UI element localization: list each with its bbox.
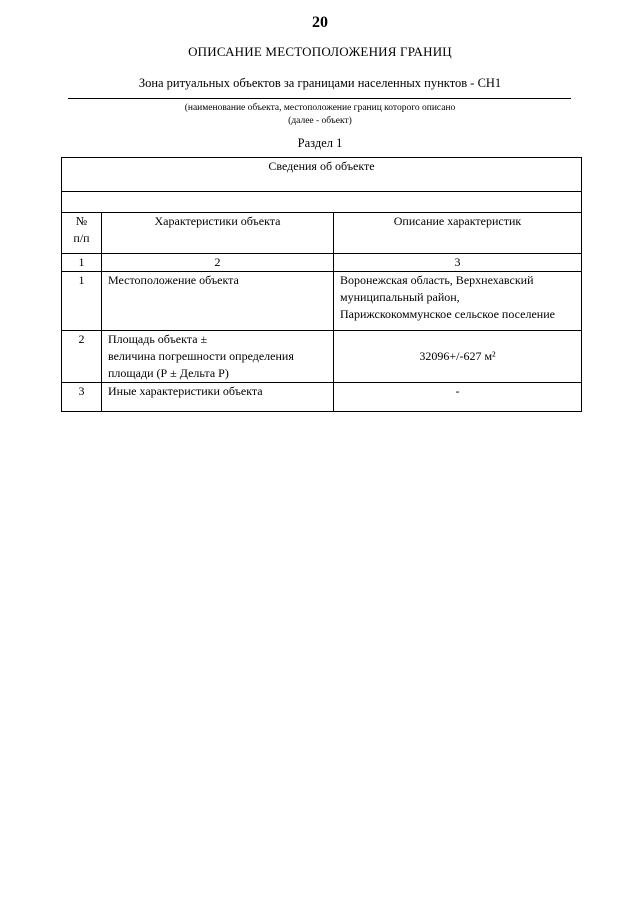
table-heading: Сведения об объекте	[62, 158, 582, 192]
row-characteristic: Местоположение объекта	[102, 272, 334, 331]
table-heading-row	[62, 158, 582, 192]
col-header-num-line-1: №	[75, 214, 88, 228]
section-title: Раздел 1	[297, 136, 343, 150]
column-number-row	[62, 254, 582, 272]
column-header-row	[62, 213, 582, 254]
document-title: ОПИСАНИЕ МЕСТОПОЛОЖЕНИЯ ГРАНИЦ	[188, 44, 452, 59]
table-row	[62, 331, 582, 383]
row-number: 2	[62, 331, 102, 383]
row-description: 32096+/-627 м²	[334, 331, 582, 383]
row-number: 1	[62, 272, 102, 331]
object-caption	[0, 102, 640, 128]
row-description: -	[334, 383, 582, 412]
empty-cell	[62, 192, 582, 213]
col-number-2: 2	[102, 254, 334, 272]
description-line: Парижскокоммунское сельское поселение	[340, 307, 555, 321]
description-line: муниципальный район,	[340, 290, 460, 304]
table-empty-row	[62, 192, 582, 213]
characteristic-line: величина погрешности определения	[108, 349, 294, 363]
zone-name: Зона ритуальных объектов за границами населенных пунктов - СН1	[138, 76, 502, 90]
col-header-num-line-2: п/п	[73, 231, 90, 245]
underline-rule	[68, 98, 571, 99]
characteristic-line: Площадь объекта ±	[108, 332, 208, 346]
col-number-1: 1	[62, 254, 102, 272]
col-number-3: 3	[334, 254, 582, 272]
col-header-num	[62, 213, 102, 254]
row-characteristic	[102, 331, 334, 383]
characteristic-line: площади (Р ± Дельта Р)	[108, 366, 229, 380]
col-header-description: Описание характеристик	[334, 213, 582, 254]
row-number: 3	[62, 383, 102, 412]
caption-line-2: (далее - объект)	[288, 116, 352, 126]
description-line: Воронежская область, Верхнехавский	[340, 273, 534, 287]
object-info-table	[61, 157, 582, 412]
row-description	[334, 272, 582, 331]
page-number: 20	[312, 14, 328, 31]
caption-line-1: (наименование объекта, местоположение границ которого описано	[184, 103, 456, 113]
col-header-characteristics: Характеристики объекта	[102, 213, 334, 254]
table-row	[62, 383, 582, 412]
table-row	[62, 272, 582, 331]
row-characteristic: Иные характеристики объекта	[102, 383, 334, 412]
